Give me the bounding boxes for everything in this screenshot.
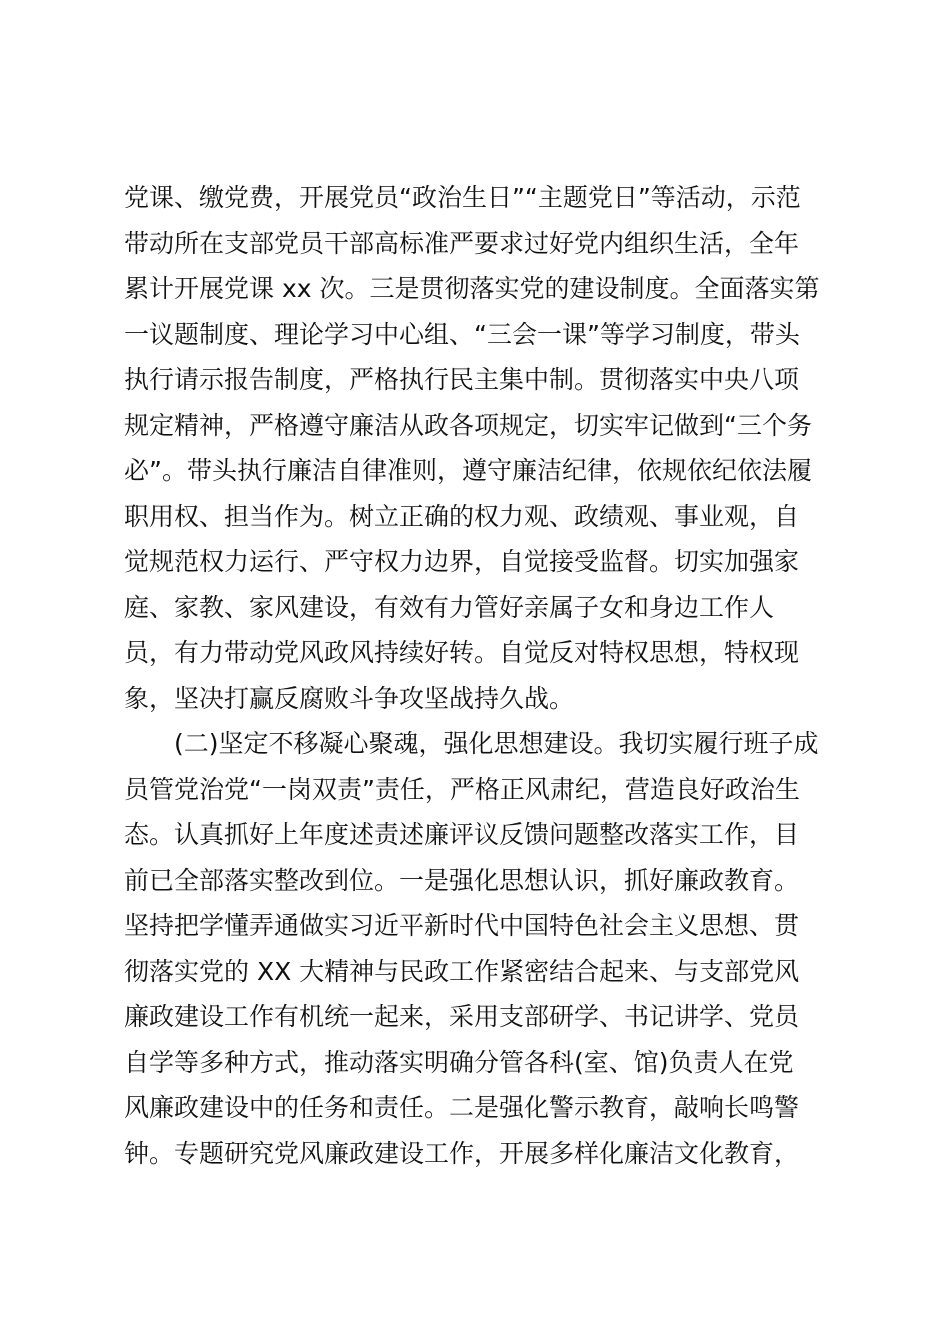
text-line: 态。认真抓好上年度述责述廉评议反馈问题整改落实工作，目 [124, 820, 800, 849]
text-line: 彻落实党的 XX 大精神与民政工作紧密结合起来、与支部党风 [124, 956, 800, 986]
text-line: 觉规范权力运行、严守权力边界，自觉接受监督。切实加强家 [124, 547, 800, 576]
text-line: 党课、缴党费，开展党员“政治生日”“主题党日”等活动，示范 [124, 183, 801, 212]
text-line: 带动所在支部党员干部高标准严要求过好党内组织生活，全年 [124, 228, 800, 258]
text-line: 执行请示报告制度，严格执行民主集中制。贯彻落实中央八项 [124, 365, 800, 394]
text-line: 职用权、担当作为。树立正确的权力观、政绩观、事业观，自 [124, 501, 800, 531]
text-line: 累计开展党课 xx 次。三是贯彻落实党的建设制度。全面落实第 [124, 274, 820, 303]
text-line: 规定精神，严格遵守廉洁从政各项规定，切实牢记做到“三个务 [124, 410, 812, 440]
text-line: 前已全部落实整改到位。一是强化思想认识，抓好廉政教育。 [124, 865, 800, 895]
text-line: 一议题制度、理论学习中心组、“三会一课”等学习制度，带头 [124, 319, 800, 349]
text-line: 员，有力带动党风政风持续好转。自觉反对特权思想，特权现 [124, 638, 800, 667]
text-line: 庭、家教、家风建设，有效有力管好亲属子女和身边工作人 [124, 592, 775, 622]
text-line: 员管党治党“一岗双责”责任，严格正风肃纪，营造良好政治生 [124, 774, 800, 804]
section-heading-line: (二)坚定不移凝心聚魂，强化思想建设。我切实履行班子成 [174, 729, 819, 758]
text-line: 象，坚决打赢反腐败斗争攻坚战持久战。 [124, 683, 575, 713]
text-line: 自学等多种方式，推动落实明确分管各科(室、馆)负责人在党 [124, 1047, 794, 1077]
text-line: 必”。带头执行廉洁自律准则，遵守廉洁纪律，依规依纪依法履 [124, 456, 812, 485]
text-line: 钟。专题研究党风廉政建设工作，开展多样化廉洁文化教育， [124, 1138, 800, 1168]
text-line: 坚持把学懂弄通做实习近平新时代中国特色社会主义思想、贯 [124, 911, 800, 940]
body-text [124, 175, 844, 1176]
text-line: 风廉政建设中的任务和责任。二是强化警示教育，敲响长鸣警 [124, 1093, 800, 1122]
text-line: 廉政建设工作有机统一起来，采用支部研学、书记讲学、党员 [124, 1002, 800, 1031]
